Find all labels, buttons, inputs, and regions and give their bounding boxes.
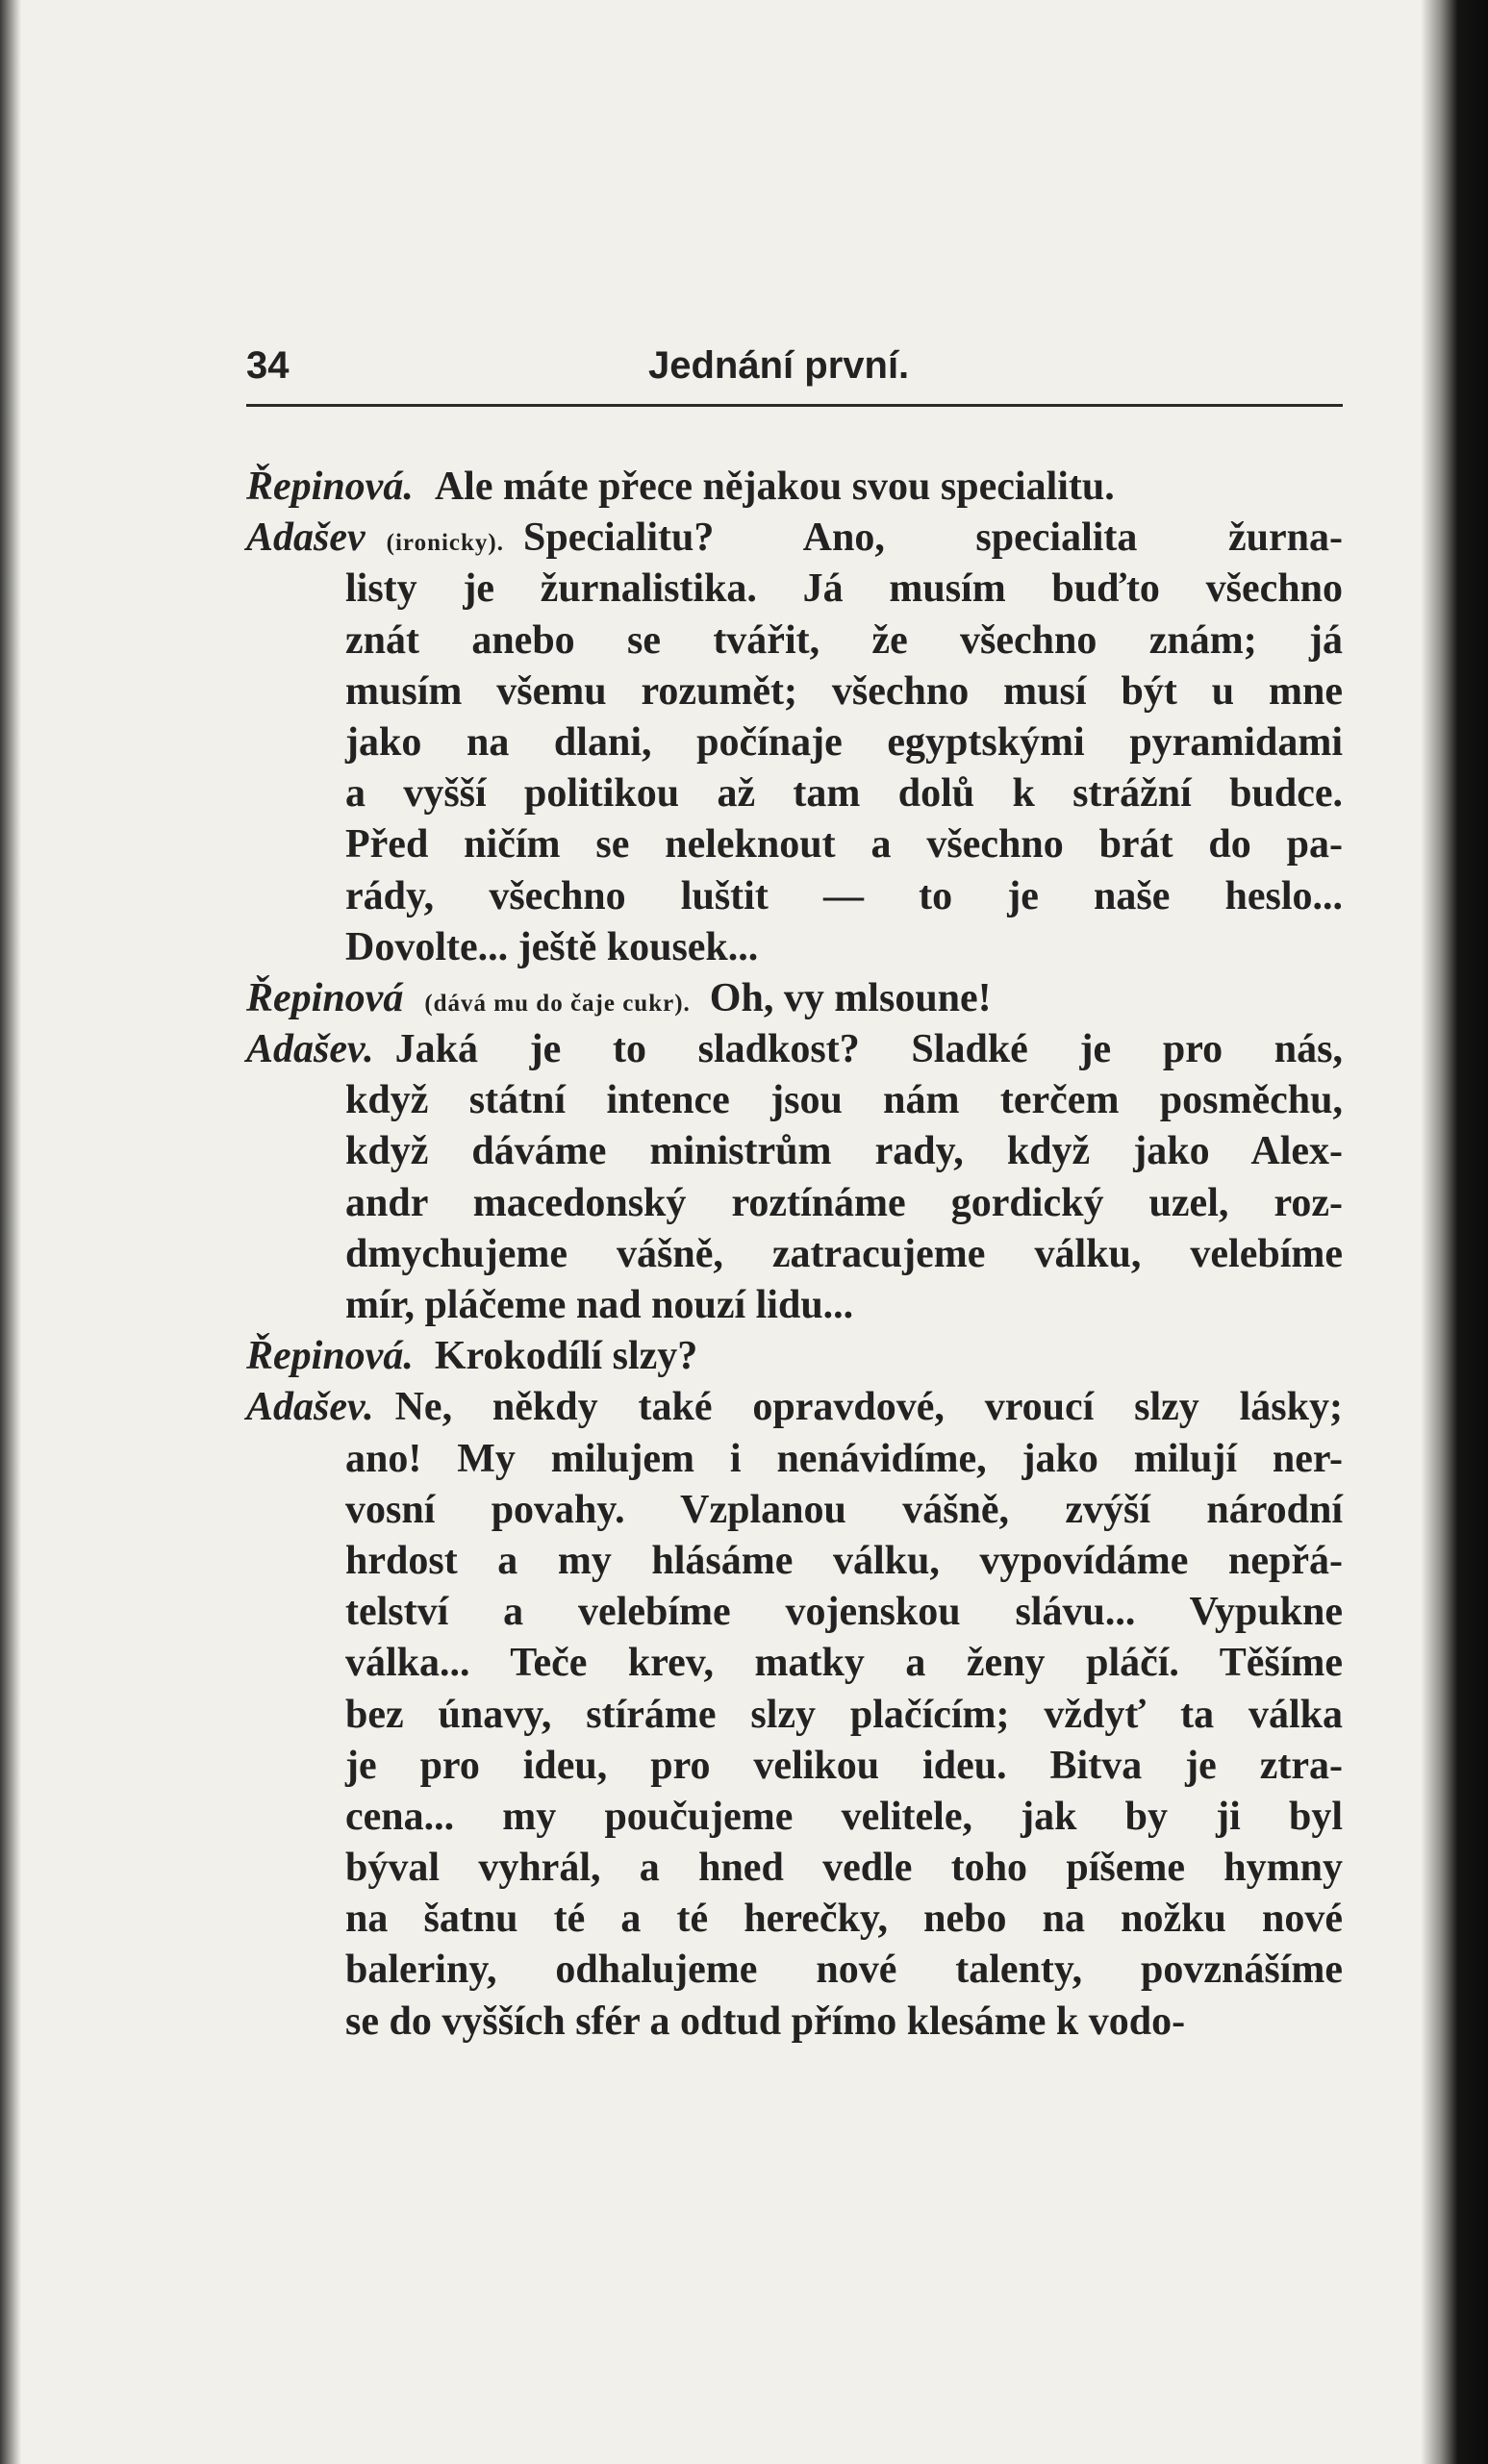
dialogue-line: [246, 1536, 1343, 1587]
speaker-name: Řepinová.: [246, 465, 414, 509]
line-text: na šatnu té a té herečky, nebo na nožku nové: [345, 1897, 1343, 1942]
page-number: 34: [246, 344, 290, 387]
dialogue-line-speaker: [246, 462, 1343, 513]
speaker-name: Adašev.: [246, 1385, 374, 1430]
line-text: Specialitu? Ano, specialita žurna-: [523, 515, 1343, 561]
dialogue-line: [246, 922, 1343, 973]
page-header: [246, 337, 1343, 394]
line-text: musím všemu rozumět; všechno musí být u mne: [345, 668, 1343, 714]
line-text: ano! My milujem i nenávidíme, jako milují ner-: [345, 1436, 1343, 1481]
line-text: Oh, vy mlsoune!: [709, 975, 992, 1020]
speaker-name: Adašev: [246, 515, 366, 561]
line-text: když státní intence jsou nám terčem posměchu,: [345, 1078, 1343, 1123]
line-text: baleriny, odhalujeme nové talenty, povznášíme: [345, 1948, 1343, 1993]
dialogue-line: [246, 1741, 1343, 1792]
dialogue-line: [246, 1843, 1343, 1894]
dialogue-line: [246, 1229, 1343, 1280]
page-left-edge: [0, 0, 21, 2464]
dialogue-line: [246, 819, 1343, 870]
line-text: Krokodílí slzy?: [434, 1334, 698, 1379]
speaker-name: Řepinová: [246, 975, 404, 1020]
dialogue-line-speaker: [246, 973, 1343, 1024]
speaker-name: Řepinová.: [246, 1334, 414, 1379]
dialogue-line: [246, 1434, 1343, 1485]
line-text: znát anebo se tvářit, že všechno znám; já: [345, 617, 1343, 663]
line-text: Před ničím se neleknout a všechno brát do pa-: [345, 822, 1343, 867]
dialogue-line: [246, 1690, 1343, 1741]
dialogue-line: [246, 1638, 1343, 1689]
line-text: jako na dlani, počínaje egyptskými pyramidami: [345, 719, 1343, 765]
line-text: Dovolte... ještě kousek...: [345, 924, 759, 969]
dialogue-line: [246, 768, 1343, 819]
dialogue-line: [246, 616, 1343, 666]
line-text: bez únavy, stíráme slzy plačícím; vždyť ta válka: [345, 1692, 1343, 1737]
dialogue-line: [246, 1280, 1343, 1331]
book-spine-shadow: [1421, 0, 1488, 2464]
speaker-name: Adašev.: [246, 1027, 374, 1072]
line-text: Ne, někdy také opravdové, vroucí slzy lásky;: [394, 1385, 1343, 1430]
line-text: dmychujeme vášně, zatracujeme válku, velebíme: [345, 1231, 1343, 1276]
line-text: mír, pláčeme nad nouzí lidu...: [345, 1283, 854, 1327]
dialogue-line: [246, 1997, 1343, 2048]
stage-direction: (ironicky).: [386, 530, 504, 557]
dialogue-line: [246, 1894, 1343, 1945]
line-text: andr macedonský roztínáme gordický uzel, roz-: [345, 1180, 1343, 1225]
dialogue-line: [246, 1075, 1343, 1126]
line-text: vosní povahy. Vzplanou vášně, zvýší národní: [345, 1487, 1343, 1532]
line-text: když dáváme ministrům rady, když jako Alex-: [345, 1129, 1343, 1174]
play-text: [246, 462, 1343, 2048]
dialogue-line: [246, 564, 1343, 615]
line-text: je pro ideu, pro velikou ideu. Bitva je ztra-: [345, 1743, 1343, 1788]
dialogue-line: [246, 1792, 1343, 1843]
dialogue-line-speaker: [246, 1024, 1343, 1075]
header-rule: [246, 404, 1343, 407]
line-text: cena... my poučujeme velitele, jak by ji byl: [345, 1794, 1343, 1839]
dialogue-line: [246, 1178, 1343, 1229]
line-text: se do vyšších sfér a odtud přímo klesáme k vodo-: [345, 1999, 1186, 2044]
dialogue-line: [246, 1126, 1343, 1177]
line-text: Ale máte přece nějakou svou specialitu.: [434, 465, 1115, 509]
dialogue-line-speaker: [246, 1331, 1343, 1382]
line-text: válka... Teče krev, matky a ženy pláčí. Těšíme: [345, 1641, 1343, 1686]
line-text: hrdost a my hlásáme válku, vypovídáme nepřá-: [345, 1538, 1343, 1583]
dialogue-line: [246, 1587, 1343, 1638]
line-text: telství a velebíme vojenskou slávu... Vypukne: [345, 1590, 1343, 1635]
dialogue-line: [246, 1945, 1343, 1996]
running-title: Jednání první.: [648, 344, 910, 387]
line-text: rády, všechno luštit — to je naše heslo...: [345, 873, 1343, 918]
line-text: Jaká je to sladkost? Sladké je pro nás,: [394, 1027, 1343, 1072]
dialogue-line-speaker: [246, 1382, 1343, 1433]
dialogue-line: [246, 666, 1343, 717]
dialogue-line: [246, 717, 1343, 768]
line-text: býval vyhrál, a hned vedle toho píšeme hymny: [345, 1846, 1343, 1891]
line-text: a vyšší politikou až tam dolů k strážní budce.: [345, 771, 1343, 817]
dialogue-line-speaker: [246, 513, 1343, 564]
line-text: listy je žurnalistika. Já musím buďto všechno: [345, 566, 1343, 612]
stage-direction: (dává mu do čaje cukr).: [424, 990, 691, 1017]
dialogue-line: [246, 871, 1343, 922]
dialogue-line: [246, 1485, 1343, 1536]
